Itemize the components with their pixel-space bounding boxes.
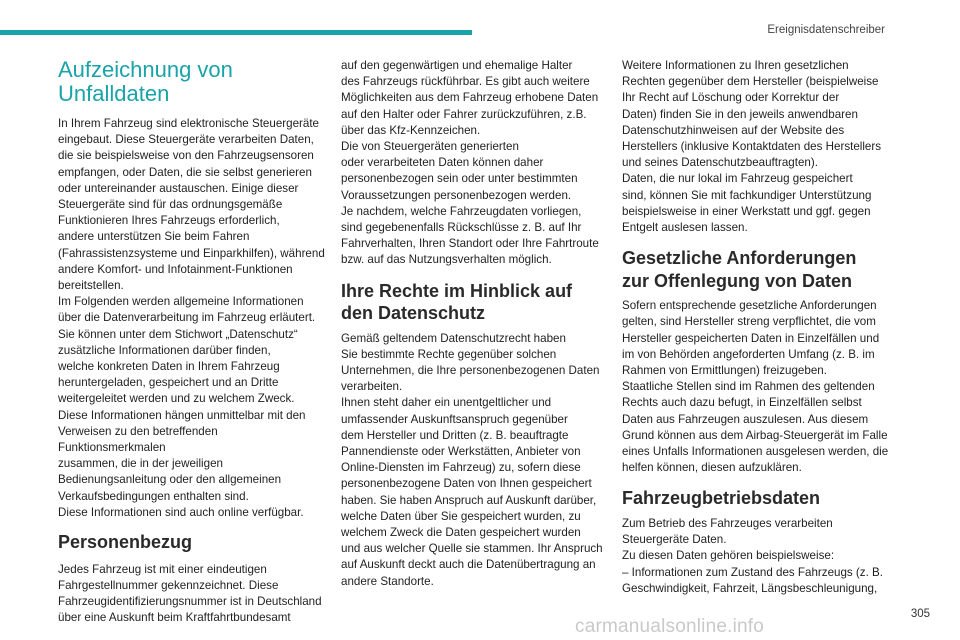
intro-paragraph: In Ihrem Fahrzeug sind elektronische Steuergeräte eingebaut. Diese Steuergeräte verarbeiten Daten, die sie beispielsweise von den Fahrzeugsensoren empfangen, oder Daten, die sie selbst generieren oder untereinander austauschen. Einige dieser Steuergeräte sind für das ordnungsgemäße Funktionieren Ihres Fahrzeugs erforderlich, andere unterstützen Sie beim Fahren (Fahrassistenzsysteme und Einparkhilfen), während andere Komfort- und Infotainment-Funktionen bereitstellen. Im Folgenden werden allgemeine Informationen über die Datenverarbeitung im Fahrzeug erläutert. Sie können unter dem Stichwort „Datenschutz“ zusätzliche Informationen darüber finden, welche konkreten Daten in Ihrem Fahrzeug heruntergeladen, gespeichert und an Dritte weitergeleitet werden und zu welchem Zweck. Diese Informationen hängen unmittelbar mit den Verweisen zu den betreffenden Funktionsmerkmalen zusammen, die in der jeweiligen Bedienungsanleitung oder den allgemeinen Verkaufsbedingungen enthalten sind. Diese Informationen sind auch online verfügbar. <box>58 117 325 519</box>
continued-paragraph: auf den gegenwärtigen und ehemalige Halter des Fahrzeugs rückführbar. Es gibt auch weitere Möglichkeiten aus dem Fahrzeug erhobene Daten auf den Halter oder Fahrer zurückzuführen, z.B. über das Kfz-Kennzeichen. Die von Steuergeräten generierten oder verarbeiteten Daten können daher personenbezogen sein oder unter bestimmten Voraussetzungen personenbezogen werden. Je nachdem, welche Fahrzeugdaten vorliegen, sind gegebenenfalls Rückschlüsse z. B. auf Ihr Fahrverhalten, Ihren Standort oder Ihre Fahrtroute bzw. auf das Nutzungsverhalten möglich. <box>341 59 599 267</box>
personenbezug-paragraph: Jedes Fahrzeug ist mit einer eindeutigen Fahrgestellnummer gekennzeichnet. Diese Fahrzeugidentifizierungsnummer ist in Deutschland über eine Auskunft beim Kraftfahrtbundesamt <box>58 562 322 625</box>
column-2 <box>341 58 609 590</box>
page-number: 305 <box>910 608 930 620</box>
heading-rechte: Ihre Rechte im Hinblick auf den Datenschutz <box>341 280 573 324</box>
rights-info-paragraph: Weitere Informationen zu Ihren gesetzlichen Rechten gegenüber dem Hersteller (beispielweise Ihr Recht auf Löschung oder Korrektur der Daten) finden Sie in den jeweils anwendbaren Datenschutzhinweisen auf der Website des Herstellers (inklusive Kontaktdaten des Herstellers und seines Datenschutzbeauftragten). Daten, die nur lokal im Fahrzeug gespeichert sind, können Sie mit fachkundiger Unterstützung beispielsweise in einer Werkstatt und ggf. gegen Entgelt auslesen lassen. <box>622 59 882 235</box>
header-accent-bar <box>0 30 472 35</box>
heading-personenbezug: Personenbezug <box>58 532 193 553</box>
page-title: Aufzeichnung von Unfalldaten <box>58 57 233 106</box>
watermark: carmanualsonline.info <box>575 616 765 637</box>
betriebsdaten-paragraph: Zum Betrieb des Fahrzeuges verarbeiten Steuergeräte Daten. Zu diesen Daten gehören beispielsweise: – Informationen zum Zustand des Fahrzeugs (z. B. Geschwindigkeit, Fahrzeit, Längsbeschleunigung, <box>622 516 883 595</box>
column-1 <box>58 58 326 626</box>
gesetzlich-paragraph: Sofern entsprechende gesetzliche Anforderungen gelten, sind Hersteller streng verpflichtet, die vom Hersteller gespeicherten Daten in Einzelfällen und im von Behörden angeforderten Umfang (z. B. im Rahmen von Ermittlungen) freizugeben. Staatliche Stellen sind im Rahmen des geltenden Rechts auch dazu befugt, in Einzelfällen selbst Daten aus Fahrzeugen auszulesen. Aus diesem Grund können aus dem Airbag-Steuergerät im Falle eines Unfalls Informationen ausgelesen werden, die helfen können, diesen aufzuklären. <box>622 299 889 475</box>
rechte-paragraph: Gemäß geltendem Datenschutzrecht haben Sie bestimmte Rechte gegenüber solchen Unternehmen, die Ihre personenbezogenen Daten verarbeiten. Ihnen steht daher ein unentgeltlicher und umfassender Auskunftsanspruch gegenüber dem Hersteller und Dritten (z. B. beauftragte Pannendienste oder Werkstätten, Anbieter von Online-Diensten im Fahrzeug) zu, sofern diese personenbezogene Daten von Ihnen gespeichert haben. Sie haben Anspruch auf Auskunft darüber, welche Daten über Sie gespeichert wurden, zu welchem Zweck die Daten gespeichert wurden und aus welcher Quelle sie stammen. Ihr Anspruch auf Auskunft deckt auch die Datenübertragung an andere Standorte. <box>341 331 603 588</box>
section-title: Ereignisdatenschreiber <box>767 24 885 36</box>
column-3 <box>622 58 890 597</box>
heading-betriebsdaten: Fahrzeugbetriebsdaten <box>622 488 821 509</box>
heading-gesetzlich: Gesetzliche Anforderungen zur Offenlegung von Daten <box>622 248 857 291</box>
